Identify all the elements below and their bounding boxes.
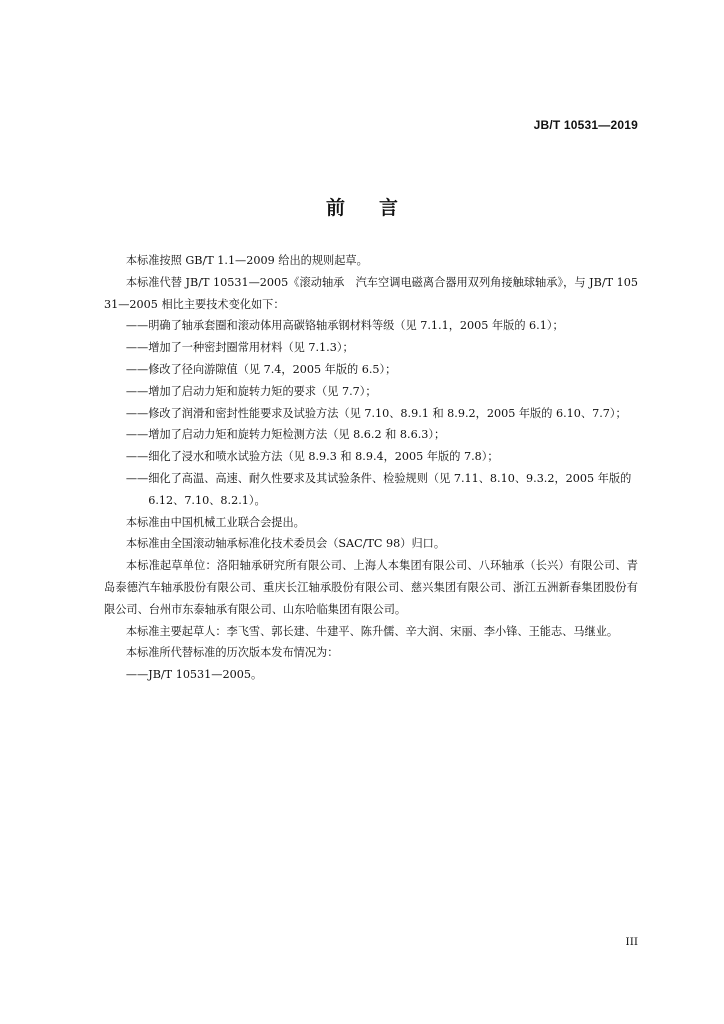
change-item-5: ——修改了润滑和密封性能要求及试验方法（见 7.10、8.9.1 和 8.9.2，2005 年版的 6.10、7.7）； xyxy=(125,406,627,420)
page-number: III xyxy=(625,936,638,948)
change-item-8-continuation: 6.12、7.10、8.2.1）。 xyxy=(148,493,266,507)
change-item-8: ——细化了高温、高速、耐久性要求及其试验条件、检验规则（见 7.11、8.10、9.3.2，2005 年版的 6.12、7.10、8.2.1）。 xyxy=(104,468,638,512)
page-title: 前言 xyxy=(325,197,432,219)
change-item-3: ——修改了径向游隙值（见 7.4，2005 年版的 6.5）； xyxy=(125,362,397,376)
change-item-7: ——细化了浸水和喷水试验方法（见 8.9.3 和 8.9.4，2005 年版的 7.8）； xyxy=(125,450,499,464)
change-item-4: ——增加了启动力矩和旋转力矩的要求（见 7.7）； xyxy=(125,384,377,398)
history-intro-paragraph: 本标准所代替标准的历次版本发布情况为： xyxy=(125,646,339,660)
drafters-paragraph: 本标准主要起草人：李飞雪、郭长建、牛建平、陈升儒、辛大润、宋丽、李小锋、王能志、马继业。 xyxy=(125,624,619,638)
change-item-2: ——增加了一种密封圈常用材料（见 7.1.3）； xyxy=(125,341,354,355)
proposer-paragraph: 本标准由中国机械工业联合会提出。 xyxy=(125,515,305,529)
standard-code: JB/T 10531—2019 xyxy=(533,118,638,132)
history-item: ——JB/T 10531—2005。 xyxy=(125,668,263,682)
intro-paragraph-2: 本标准代替 JB/T 10531—2005《滚动轴承 汽车空调电磁离合器用双列角接触球轴承》，与 JB/T 10531—2005 相比主要技术变化如下： xyxy=(104,275,638,311)
intro-paragraph-1: 本标准按照 GB/T 1.1—2009 给出的规则起草。 xyxy=(125,254,368,267)
committee-paragraph: 本标准由全国滚动轴承标准化技术委员会（SAC/TC 98）归口。 xyxy=(125,537,446,551)
document-body xyxy=(104,250,638,686)
change-item-6: ——增加了启动力矩和旋转力矩检测方法（见 8.6.2 和 8.6.3）； xyxy=(125,428,446,442)
change-item-1: ——明确了轴承套圈和滚动体用高碳铬轴承钢材料等级（见 7.1.1，2005 年版的 6.1）； xyxy=(125,319,564,333)
drafting-units-paragraph: 本标准起草单位：洛阳轴承研究所有限公司、上海人本集团有限公司、八环轴承（长兴）有限公司、青岛泰德汽车轴承股份有限公司、重庆长江轴承股份有限公司、慈兴集团有限公司、浙江五洲新春集团股份有限公司、台州市东泰轴承有限公司、山东哈临集团有限公司。 xyxy=(104,559,638,616)
